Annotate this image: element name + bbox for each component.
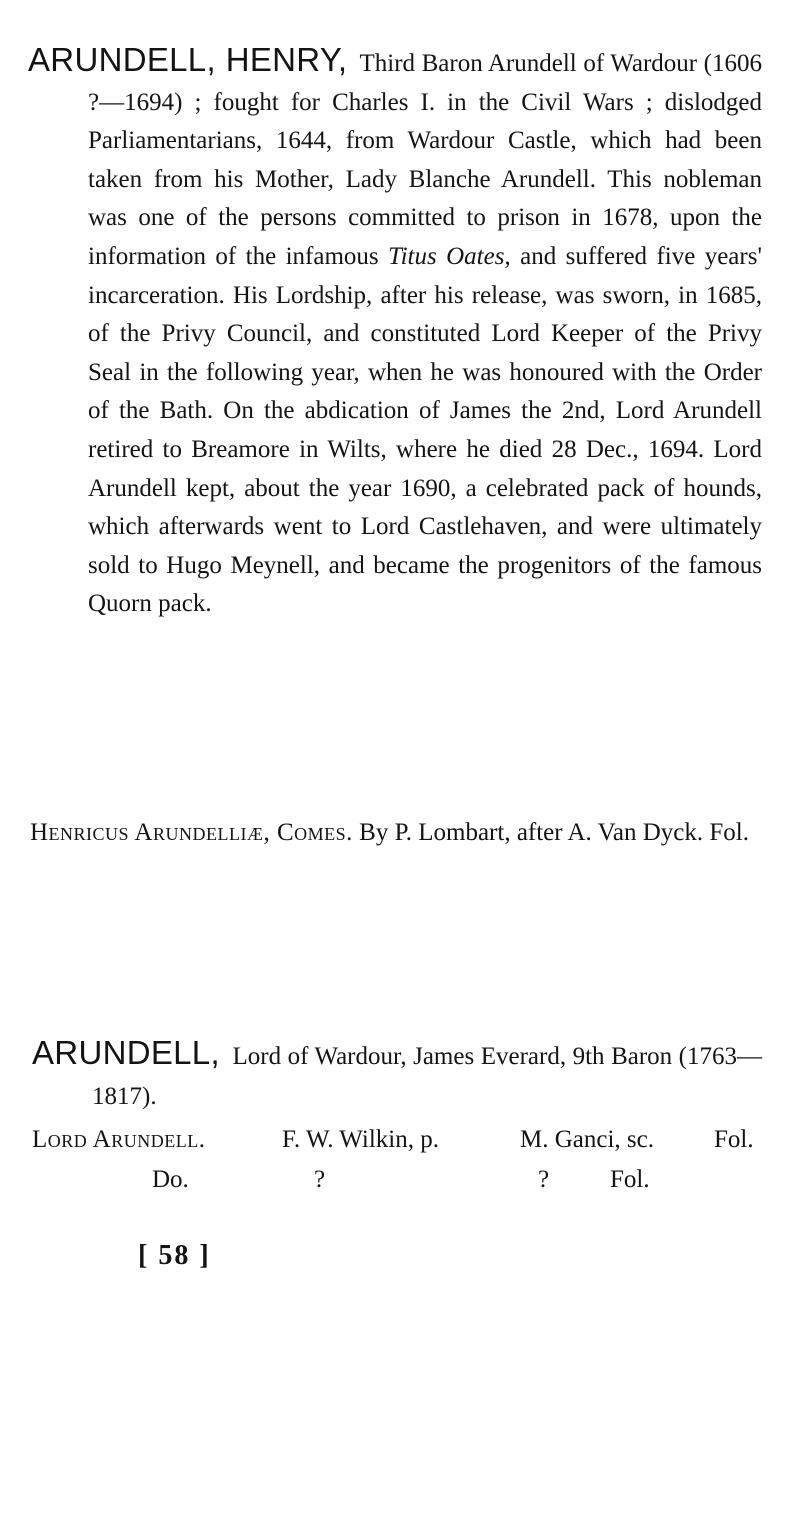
portrait-painter: F. W. Wilkin, p. [282,1126,439,1153]
portrait-format: Fol. [610,1166,650,1193]
entry-heading-name: ARUNDELL, [32,1034,220,1071]
table-row [32,1120,766,1160]
table-row [32,1160,766,1200]
entry-body-text: Lord of Wardour, James Everard, 9th Baron (1763—1817). [92,1043,763,1110]
portrait-credit: By P. Lombart, after A. Van Dyck. Fol. [359,819,749,846]
portrait-format: Fol. [714,1126,754,1153]
portrait-name: Do. [152,1166,189,1193]
entry-heading-name: ARUNDELL, HENRY, [28,41,348,78]
portrait-name: Lord Arundell. [32,1126,206,1153]
portrait-title: Henricus Arundelliæ, Comes. [30,819,353,846]
entry-body-text-continued: and suffered five years' incarceration. His Lordship, after his release, was sworn, in 1685, of the Privy Council, and constituted Lord Keeper of the Privy Seal in the following year, when he was honoured with the Order of the Bath. On the abdication of James the 2nd, Lord Arundell retired to Breamore in Wilts, where he died 28 Dec., 1694. Lord Arundell kept, about the year 1690, a celebrated pack of hounds, which afterwards went to Lord Castlehaven, and were ultimately sold to Hugo Meynell, and became the progenitors of the famous Quorn pack. [88,242,762,618]
entry-italic-name: Titus Oates, [388,242,511,270]
portrait-painter: ? [314,1166,326,1193]
portrait-table [32,1120,766,1200]
biography-entry-james-everard-arundell [32,1033,762,1117]
portrait-engraver: ? [538,1166,550,1193]
portrait-engraver: M. Ganci, sc. [520,1126,654,1153]
entry-body-text: Third Baron Arundell of Wardour (1606 ?—1694) ; fought for Charles I. in the Civil Wars ; dislodged Parliamentarians, 1644, from Wardour Castle, which had been taken from his Mother, Lady Blanche Arundell. This nobleman was one of the persons committed to prison in 1678, upon the information of the infamous [88,50,762,270]
portrait-listing [30,813,762,853]
biography-entry-henry-arundell [28,41,762,624]
page-number: [ 58 ] [138,1240,211,1271]
